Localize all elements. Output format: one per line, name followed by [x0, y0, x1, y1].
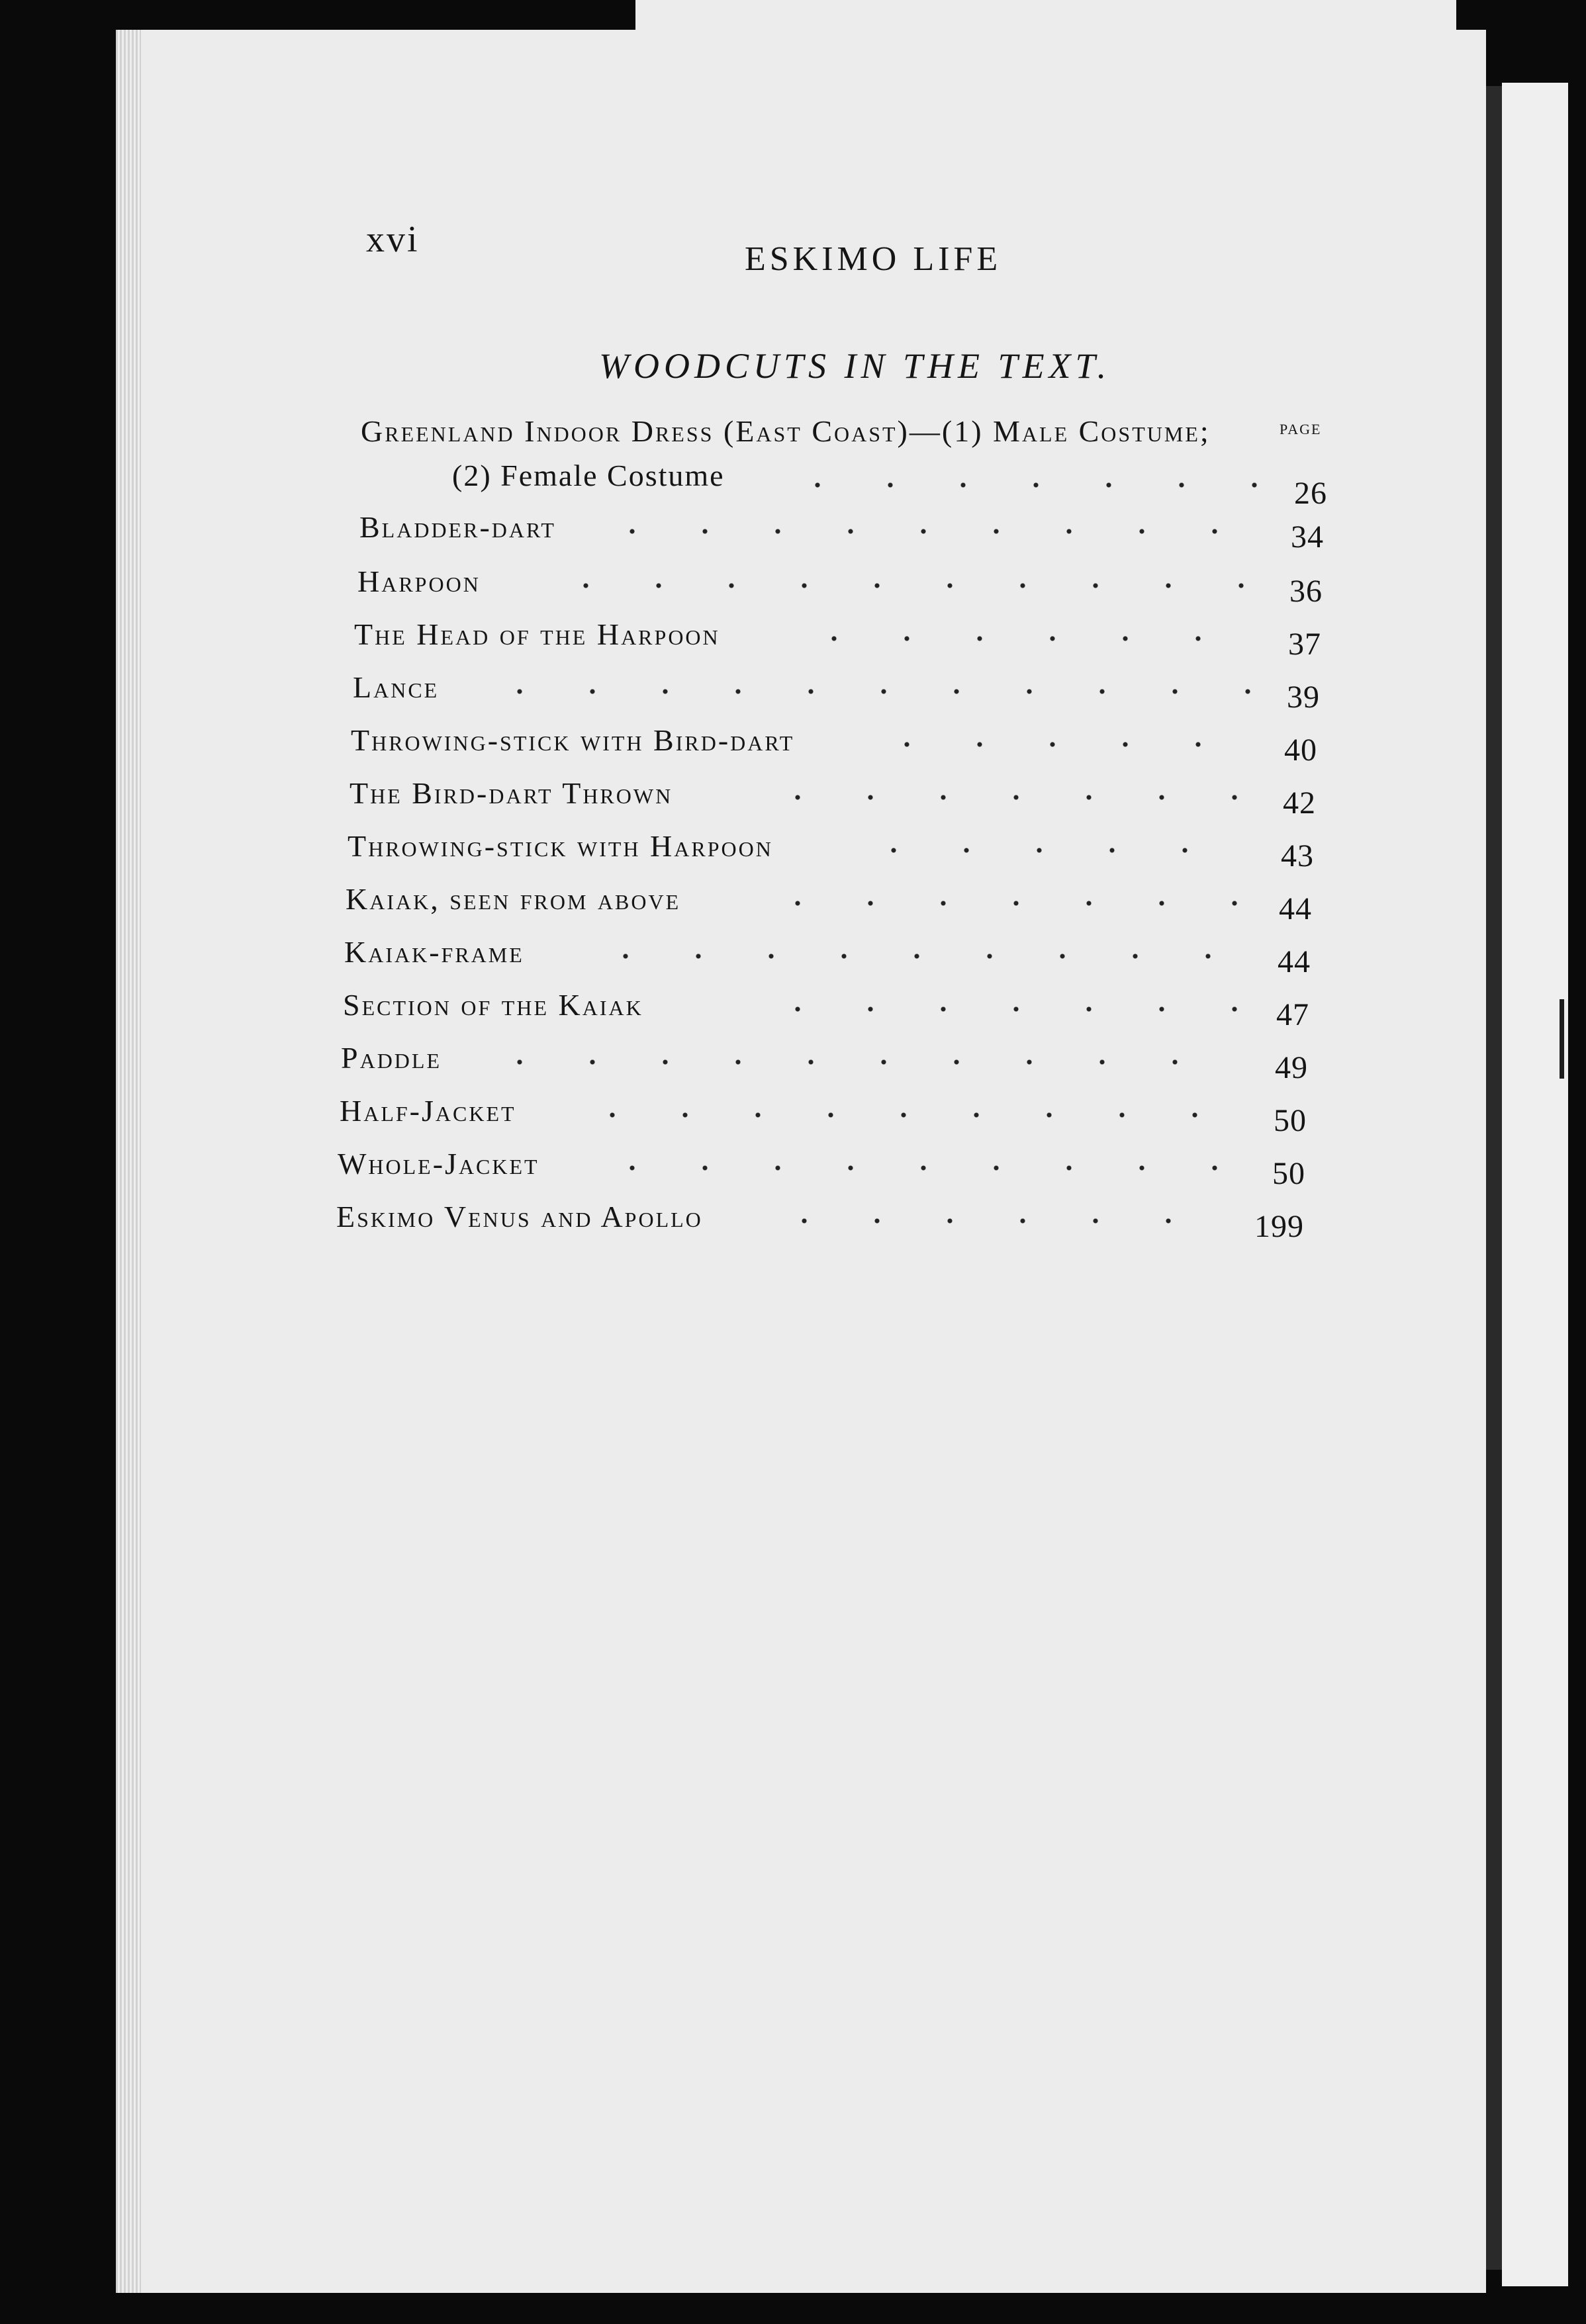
entry-page: 50 [1272, 1156, 1305, 1191]
entry-page: 40 [1284, 733, 1317, 768]
list-item [0, 617, 1586, 663]
entry-title: Whole-Jacket [338, 1147, 539, 1181]
entry-title: Greenland Indoor Dress (East Coast)—(1) Male Costume; [361, 414, 1211, 448]
list-item [0, 934, 1586, 981]
list-item [0, 414, 1586, 460]
dot-leader [741, 900, 1248, 907]
entry-page: 26 [1294, 476, 1327, 511]
list-item [0, 1093, 1586, 1140]
dot-leader [463, 688, 1254, 695]
entry-title: Section of the Kaiak [343, 988, 643, 1022]
dot-leader [741, 1006, 1244, 1012]
entry-title: Bladder-dart [359, 510, 556, 544]
list-item [0, 670, 1586, 716]
list-item [0, 510, 1586, 556]
dot-leader [463, 1059, 1244, 1065]
dot-leader [741, 794, 1251, 801]
list-item [0, 987, 1586, 1034]
entry-page: 39 [1287, 680, 1320, 715]
entry-title: Kaiak-frame [344, 935, 524, 969]
entry-title: Paddle [341, 1041, 442, 1075]
dot-leader [851, 741, 1251, 748]
entry-title: The Bird-dart Thrown [350, 776, 673, 810]
dot-leader [778, 635, 1258, 642]
entry-title: Half-Jacket [340, 1094, 516, 1128]
running-head: ESKIMO LIFE [745, 240, 1002, 278]
entry-page: 49 [1275, 1050, 1308, 1085]
dot-leader [556, 1112, 1241, 1118]
dot-leader [569, 953, 1248, 960]
entry-title: Lance [353, 670, 440, 704]
dot-leader [576, 1165, 1241, 1171]
entry-title: Kaiak, seen from above [346, 882, 681, 916]
entry-page: 199 [1254, 1209, 1304, 1244]
entry-page: 50 [1274, 1103, 1307, 1138]
list-item [0, 776, 1586, 822]
list-item [0, 564, 1586, 610]
list-item [0, 1040, 1586, 1087]
dot-leader [748, 1218, 1238, 1224]
entry-title: Throwing-stick with Bird-dart [351, 723, 795, 757]
dot-leader [576, 528, 1258, 535]
entry-title: Eskimo Venus and Apollo [336, 1200, 703, 1233]
list-item [0, 828, 1586, 875]
list-item [0, 1199, 1586, 1245]
entry-page: 44 [1278, 944, 1311, 979]
dot-leader [530, 582, 1258, 589]
entry-page: 36 [1289, 574, 1323, 609]
entry-page: 34 [1291, 519, 1324, 555]
list-item [0, 1146, 1586, 1192]
entry-page: 43 [1281, 838, 1314, 873]
entry-page: 42 [1283, 785, 1316, 821]
entry-title: The Head of the Harpoon [354, 617, 720, 651]
list-item-continuation [0, 458, 1586, 511]
entry-page: 47 [1276, 997, 1309, 1032]
dot-leader [761, 482, 1264, 488]
entry-continuation: (2) Female Costume [452, 459, 725, 492]
entry-title: Throwing-stick with Harpoon [348, 829, 773, 863]
section-title: WOODCUTS IN THE TEXT. [599, 346, 1111, 386]
page-column-label: PAGE [1280, 421, 1322, 437]
list-item [0, 881, 1586, 928]
entry-title: Harpoon [357, 564, 481, 598]
entry-page: 44 [1279, 891, 1312, 926]
list-item [0, 723, 1586, 769]
dot-leader [837, 847, 1248, 854]
page-number: xvi [366, 219, 420, 260]
entry-page: 37 [1288, 627, 1321, 662]
